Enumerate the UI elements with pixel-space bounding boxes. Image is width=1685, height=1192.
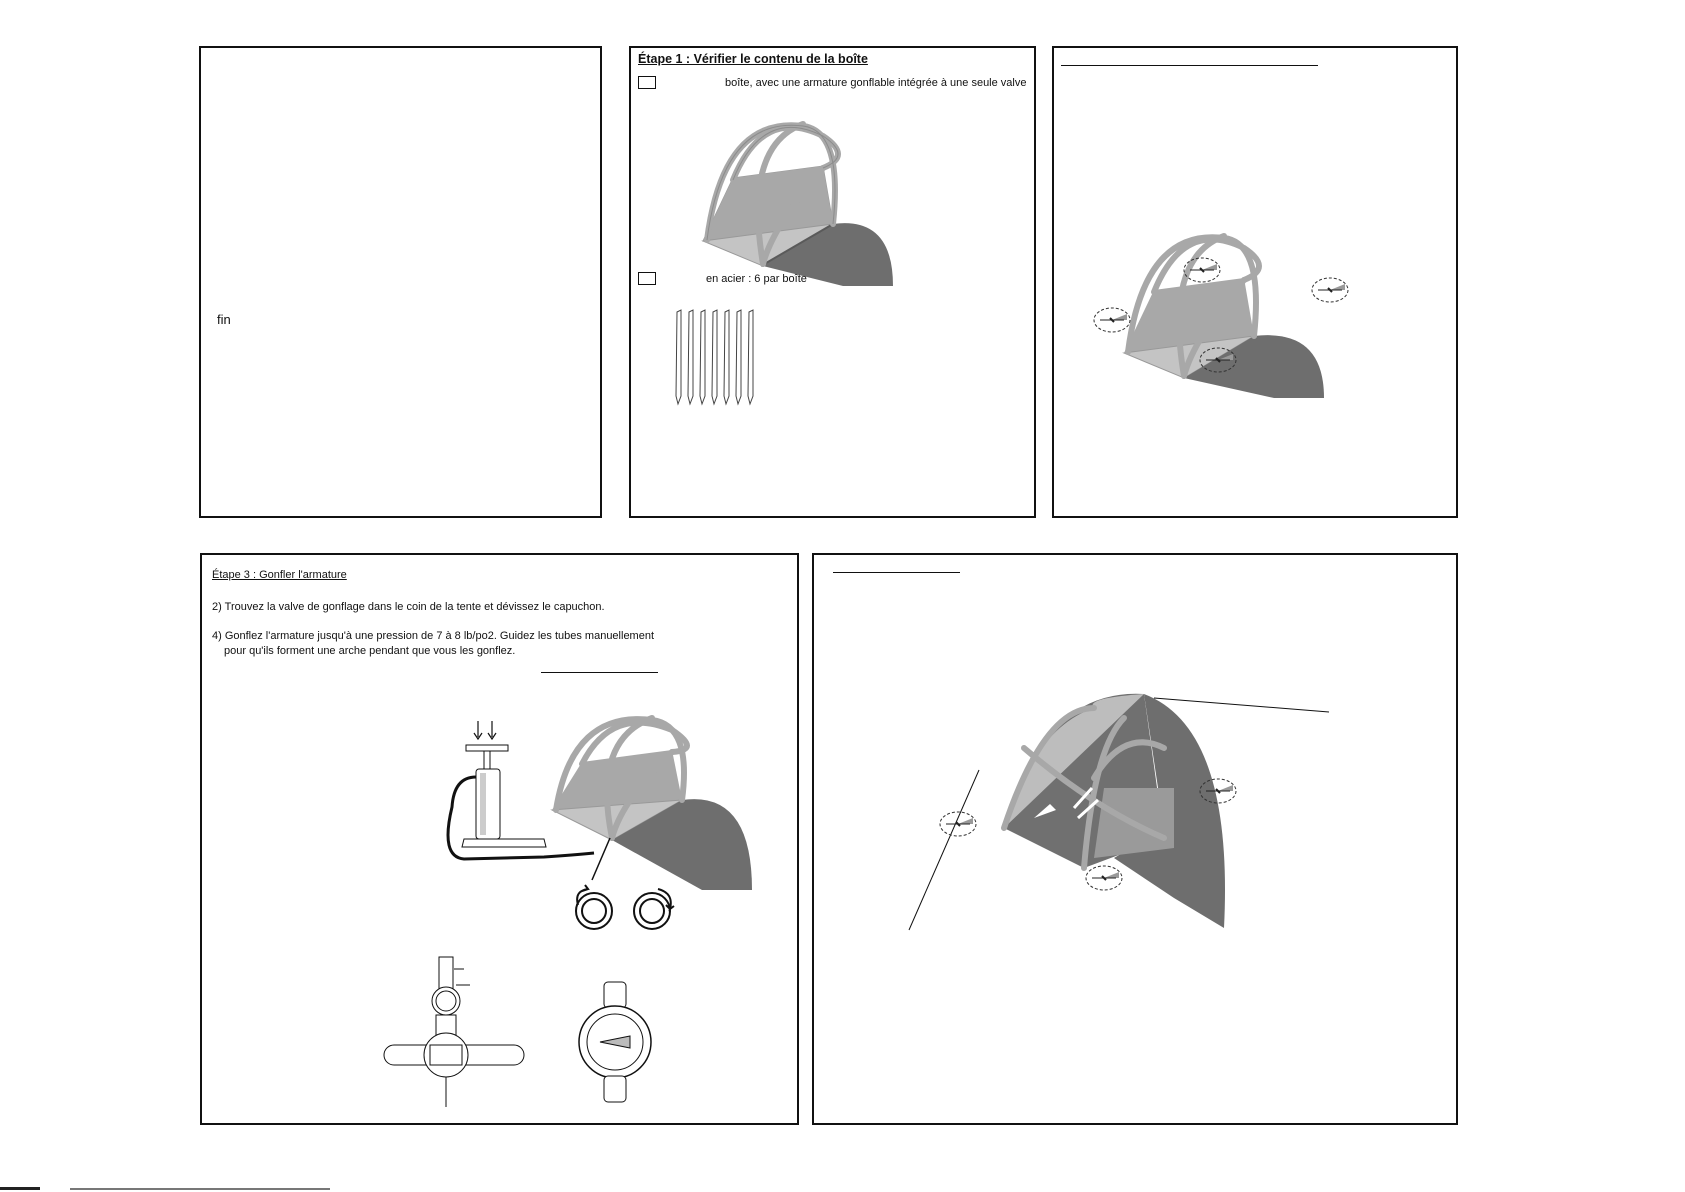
stake-marker-icon	[1182, 256, 1222, 284]
stake-marker-icon	[1198, 346, 1238, 374]
step3-line4b: pour qu'ils forment une arche pendant que vous les gonflez.	[224, 645, 516, 657]
stake-marker-icon	[1084, 864, 1124, 892]
panel-step3	[200, 553, 799, 1125]
step4-heading-rule	[833, 572, 960, 573]
tent-frame-illustration	[552, 710, 762, 900]
valve-cap-icon	[564, 885, 624, 935]
stake-marker-icon	[1310, 276, 1350, 304]
step3-heading: Étape 3 : Gonfler l'armature	[212, 569, 347, 581]
step1-item2-text: en acier : 6 par boîte	[706, 273, 807, 285]
step1-heading: Étape 1 : Vérifier le contenu de la boîte	[638, 52, 868, 66]
step1-item1-text: boîte, avec une armature gonflable intégrée à une seule valve	[725, 77, 1027, 89]
step3-line2: 2) Trouvez la valve de gonflage dans le coin de la tente et dévissez le capuchon.	[212, 601, 605, 613]
step3-line4a: 4) Gonflez l'armature jusqu'à une pression de 7 à 8 lb/po2. Guidez les tubes manuellement	[212, 630, 655, 642]
tent-frame-illustration	[974, 688, 1234, 948]
stake-marker-icon	[1198, 777, 1238, 805]
fin-text: fin	[217, 312, 231, 327]
rotate-arrow-icon	[622, 885, 682, 935]
panel-step4	[812, 553, 1458, 1125]
panel-step2	[1052, 46, 1458, 518]
tent-frame-illustration	[703, 106, 903, 286]
stake-marker-icon	[938, 810, 978, 838]
pressure-gauge-illustration	[382, 955, 542, 1115]
stake-marker-icon	[1092, 306, 1132, 334]
print-marks-strip	[0, 1185, 1685, 1192]
stake-illustration	[671, 308, 771, 408]
step1-checkbox-tent[interactable]	[638, 76, 656, 89]
step1-checkbox-stakes[interactable]	[638, 272, 656, 285]
step3-underline-rule	[541, 672, 658, 673]
pressure-gauge-illustration	[576, 980, 656, 1110]
step2-heading-rule	[1061, 65, 1318, 66]
panel-left	[199, 46, 602, 518]
panel-step1	[629, 46, 1036, 518]
